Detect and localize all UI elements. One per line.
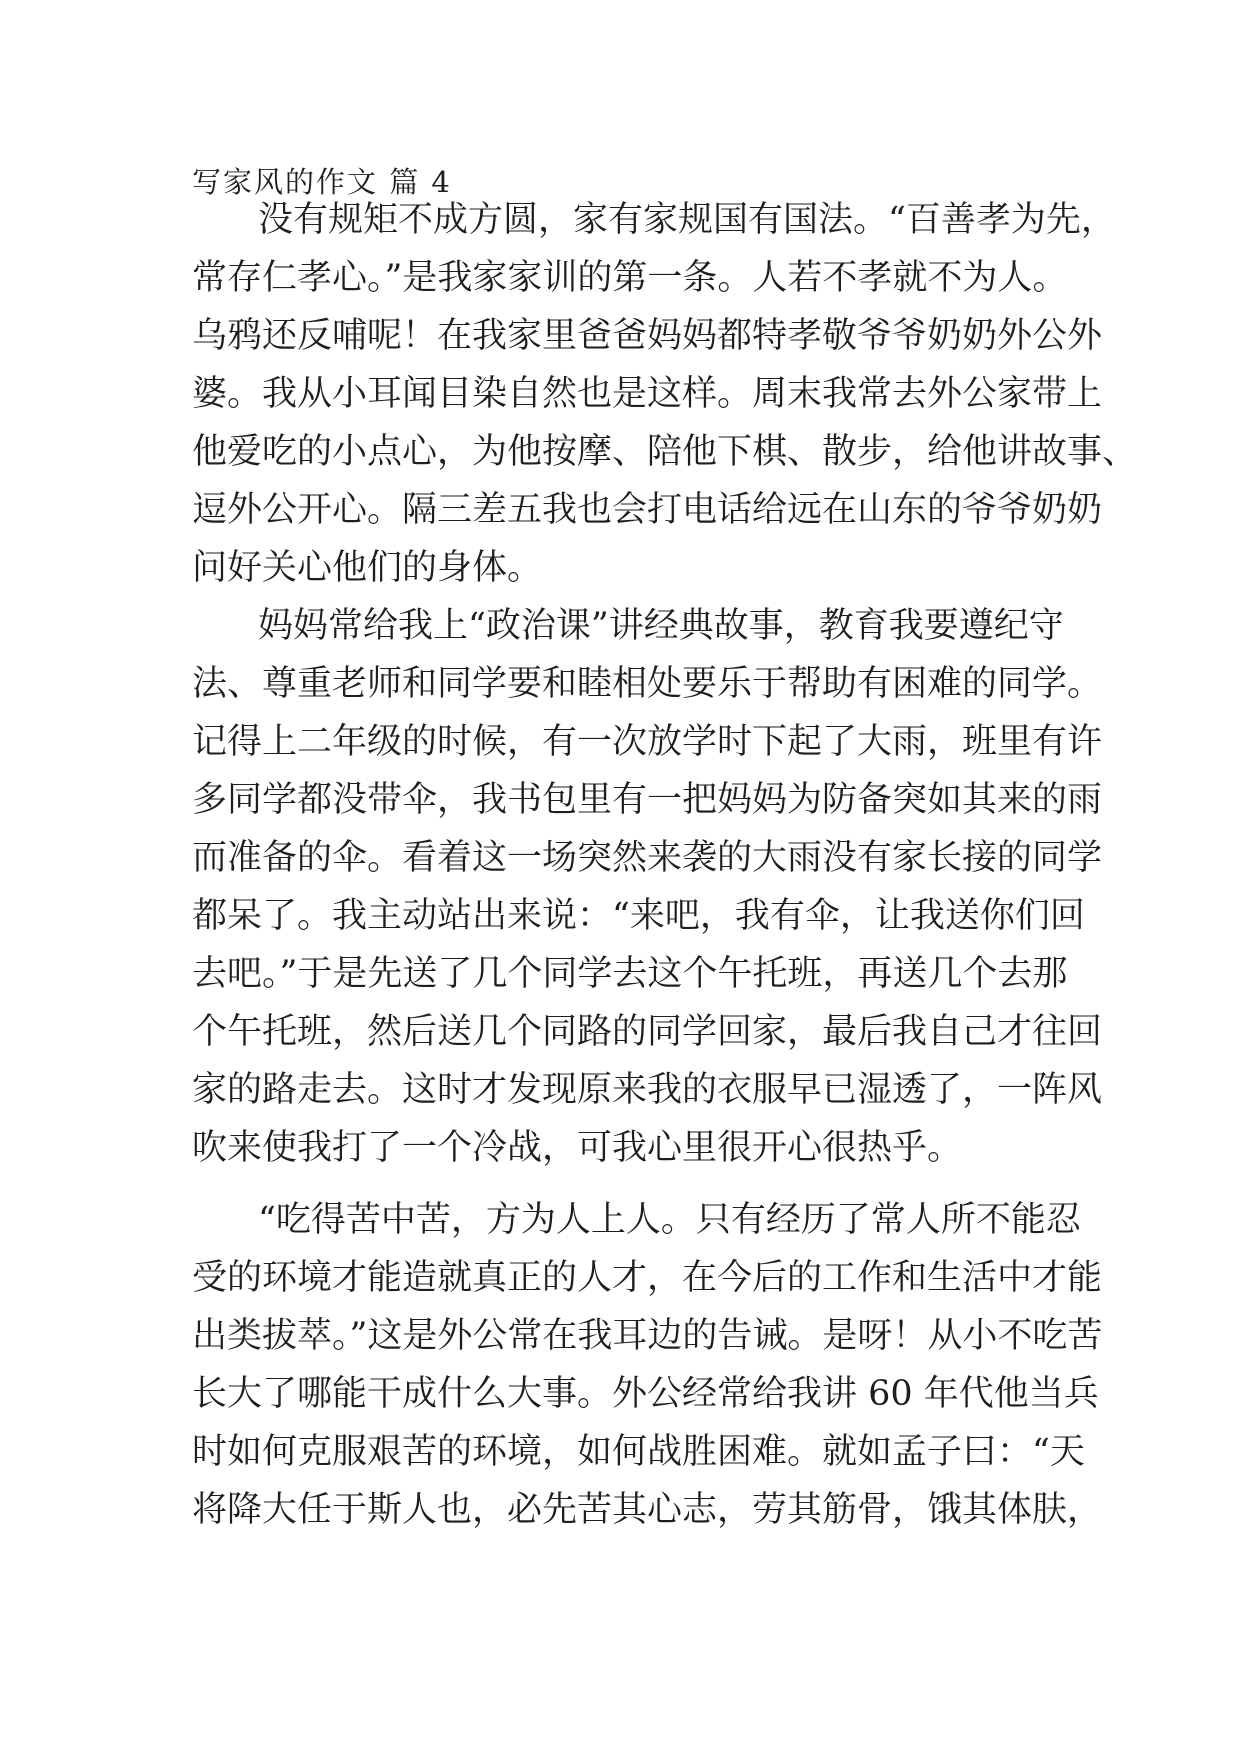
essay-title: 写家风的作文 篇 4	[192, 165, 452, 199]
paragraph-line: 没有规矩不成方圆，家有家规国有国法。“百善孝为先，	[258, 200, 1116, 240]
paragraph-line: 出类拔萃。”这是外公常在我耳边的告诫。是呀！从小不吃苦	[192, 1316, 1103, 1356]
paragraph-line: 多同学都没带伞，我书包里有一把妈妈为防备突如其来的雨	[192, 780, 1103, 820]
paragraph-line: 家的路走去。这时才发现原来我的衣服早已湿透了，一阵风	[192, 1070, 1103, 1110]
paragraph-line: 问好关心他们的身体。	[192, 548, 543, 588]
paragraph-line: 受的环境才能造就真正的人才，在今后的工作和生活中才能	[192, 1258, 1103, 1298]
paragraph-line: 而准备的伞。看着这一场突然来袭的大雨没有家长接的同学	[192, 838, 1103, 878]
paragraph-line: 婆。我从小耳闻目染自然也是这样。周末我常去外公家带上	[192, 374, 1103, 414]
paragraph-line: 将降大任于斯人也，必先苦其心志，劳其筋骨，饿其体肤，	[192, 1490, 1103, 1530]
paragraph-line: 妈妈常给我上“政治课”讲经典故事，教育我要遵纪守	[258, 606, 1064, 646]
paragraph-line: 逗外公开心。隔三差五我也会打电话给远在山东的爷爷奶奶	[192, 490, 1103, 530]
paragraph-line: 时如何克服艰苦的环境，如何战胜困难。就如孟子曰：“天	[192, 1432, 1085, 1472]
paragraph-line: “吃得苦中苦，方为人上人。只有经历了常人所不能忍	[258, 1200, 1081, 1240]
paragraph-line: 都呆了。我主动站出来说：“来吧，我有伞，让我送你们回	[192, 896, 1085, 936]
paragraph-line: 去吧。”于是先送了几个同学去这个午托班，再送几个去那	[192, 954, 1068, 994]
paragraph-line: 法、尊重老师和同学要和睦相处要乐于帮助有困难的同学。	[192, 664, 1103, 704]
paragraph-line: 个午托班，然后送几个同路的同学回家，最后我自己才往回	[192, 1012, 1103, 1052]
paragraph-line: 记得上二年级的时候，有一次放学时下起了大雨，班里有许	[192, 722, 1103, 762]
paragraph-line: 长大了哪能干成什么大事。外公经常给我讲 60 年代他当兵	[192, 1374, 1099, 1414]
paragraph-line: 乌鸦还反哺呢！在我家里爸爸妈妈都特孝敬爷爷奶奶外公外	[192, 316, 1103, 356]
paragraph-line: 吹来使我打了一个冷战，可我心里很开心很热乎。	[192, 1128, 963, 1168]
paragraph-line: 他爱吃的小点心，为他按摩、陪他下棋、散步，给他讲故事、	[192, 432, 1138, 472]
paragraph-line: 常存仁孝心。”是我家家训的第一条。人若不孝就不为人。	[192, 258, 1068, 298]
